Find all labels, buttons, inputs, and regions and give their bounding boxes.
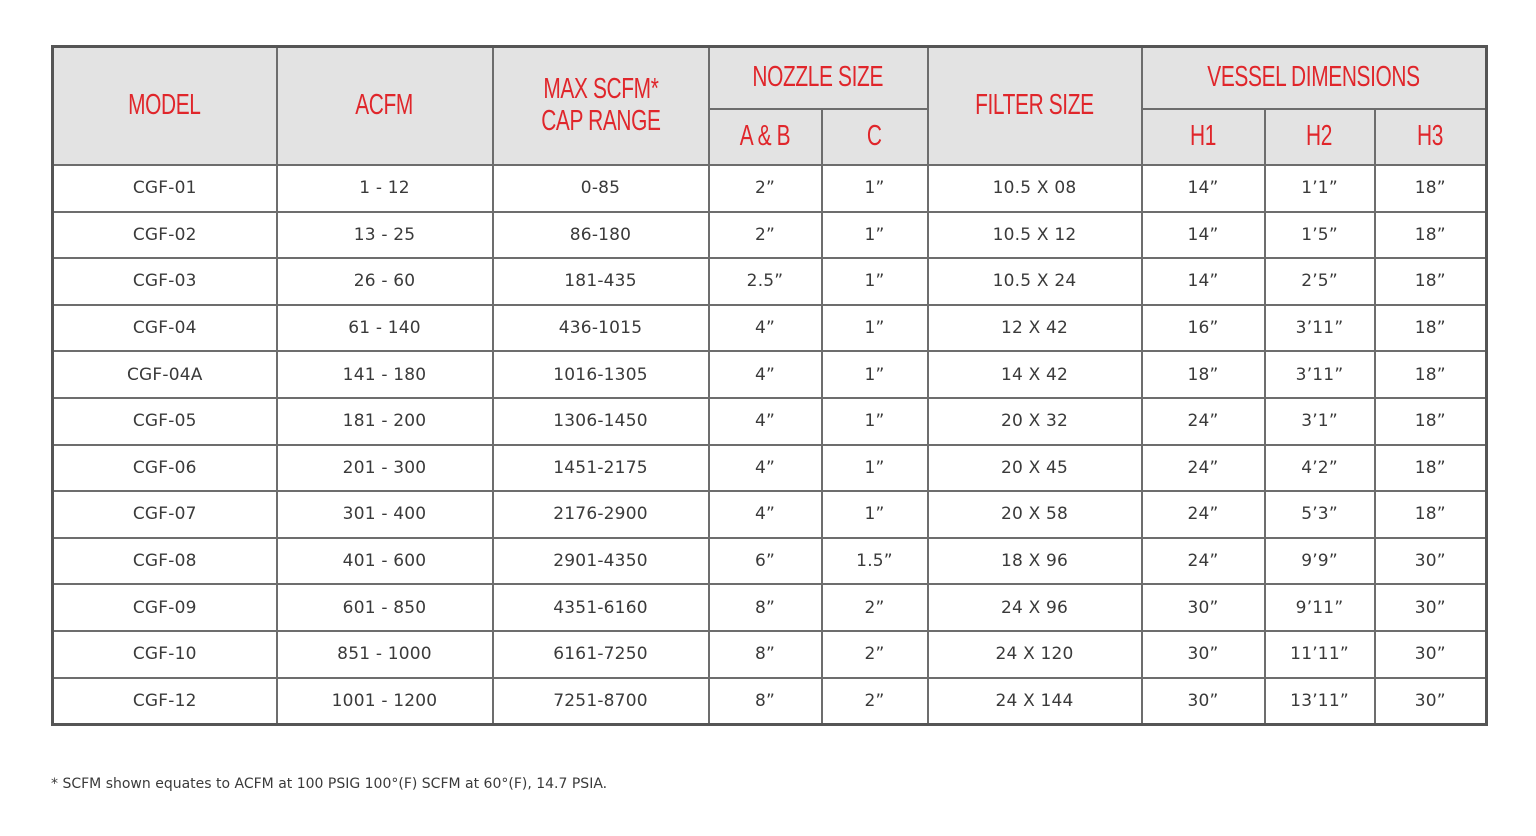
cell-nozzle-ab: 4” [709, 398, 822, 445]
cell-nozzle-c: 1” [822, 491, 928, 538]
header-filter-size: FILTER SIZE [928, 47, 1142, 166]
cell-max-scfm: 4351-6160 [493, 584, 709, 631]
cell-h2: 1’1” [1265, 165, 1375, 212]
specifications-table [51, 45, 1488, 726]
cell-acfm: 1 - 12 [277, 165, 493, 212]
cell-max-scfm: 86-180 [493, 212, 709, 259]
table-row [53, 258, 1487, 305]
cell-filter-size: 10.5 X 24 [928, 258, 1142, 305]
cell-acfm: 851 - 1000 [277, 631, 493, 678]
cell-filter-size: 20 X 45 [928, 445, 1142, 492]
cell-h1: 24” [1142, 445, 1265, 492]
cell-nozzle-ab: 2” [709, 165, 822, 212]
cell-filter-size: 10.5 X 12 [928, 212, 1142, 259]
cell-model: CGF-02 [53, 212, 277, 259]
header-nozzle-size: NOZZLE SIZE [709, 47, 928, 110]
cell-h2: 5’3” [1265, 491, 1375, 538]
cell-h1: 24” [1142, 538, 1265, 585]
cell-nozzle-c: 2” [822, 584, 928, 631]
table-header [53, 47, 1487, 166]
cell-h2: 9’9” [1265, 538, 1375, 585]
cell-filter-size: 20 X 32 [928, 398, 1142, 445]
cell-max-scfm: 2901-4350 [493, 538, 709, 585]
cell-h1: 14” [1142, 258, 1265, 305]
cell-max-scfm: 0-85 [493, 165, 709, 212]
cell-nozzle-ab: 8” [709, 678, 822, 725]
table-row [53, 351, 1487, 398]
cell-filter-size: 14 X 42 [928, 351, 1142, 398]
header-row-top [53, 47, 1487, 110]
cell-h3: 18” [1375, 212, 1487, 259]
table-row [53, 212, 1487, 259]
cell-model: CGF-10 [53, 631, 277, 678]
table-row [53, 584, 1487, 631]
cell-h2: 3’1” [1265, 398, 1375, 445]
cell-h1: 30” [1142, 584, 1265, 631]
cell-model: CGF-03 [53, 258, 277, 305]
cell-acfm: 61 - 140 [277, 305, 493, 352]
cell-h2: 11’11” [1265, 631, 1375, 678]
cell-nozzle-c: 2” [822, 678, 928, 725]
cell-h3: 18” [1375, 398, 1487, 445]
header-vessel-dimensions: VESSEL DIMENSIONS [1142, 47, 1487, 110]
header-model: MODEL [53, 47, 277, 166]
cell-max-scfm: 2176-2900 [493, 491, 709, 538]
table-row [53, 678, 1487, 725]
cell-filter-size: 24 X 96 [928, 584, 1142, 631]
cell-nozzle-ab: 4” [709, 491, 822, 538]
cell-h2: 13’11” [1265, 678, 1375, 725]
footnote: * SCFM shown equates to ACFM at 100 PSIG 100°(F) SCFM at 60°(F), 14.7 PSIA. [51, 776, 608, 792]
cell-h3: 30” [1375, 538, 1487, 585]
cell-nozzle-c: 1” [822, 351, 928, 398]
cell-max-scfm: 1306-1450 [493, 398, 709, 445]
cell-h3: 18” [1375, 351, 1487, 398]
cell-h3: 30” [1375, 584, 1487, 631]
cell-h3: 18” [1375, 165, 1487, 212]
cell-model: CGF-05 [53, 398, 277, 445]
cell-acfm: 301 - 400 [277, 491, 493, 538]
cell-nozzle-ab: 4” [709, 305, 822, 352]
cell-model: CGF-04A [53, 351, 277, 398]
header-max-scfm [493, 47, 709, 166]
cell-h2: 4’2” [1265, 445, 1375, 492]
cell-nozzle-c: 1” [822, 398, 928, 445]
cell-nozzle-ab: 6” [709, 538, 822, 585]
cell-filter-size: 24 X 144 [928, 678, 1142, 725]
cell-nozzle-ab: 8” [709, 584, 822, 631]
cell-acfm: 201 - 300 [277, 445, 493, 492]
cell-nozzle-c: 1” [822, 305, 928, 352]
cell-h2: 3’11” [1265, 305, 1375, 352]
cell-acfm: 141 - 180 [277, 351, 493, 398]
cell-filter-size: 12 X 42 [928, 305, 1142, 352]
cell-filter-size: 18 X 96 [928, 538, 1142, 585]
table-row [53, 445, 1487, 492]
header-max-scfm-line2: CAP RANGE [540, 105, 661, 137]
cell-filter-size: 24 X 120 [928, 631, 1142, 678]
header-nozzle-ab: A & B [709, 109, 822, 165]
cell-acfm: 601 - 850 [277, 584, 493, 631]
cell-model: CGF-09 [53, 584, 277, 631]
cell-nozzle-ab: 8” [709, 631, 822, 678]
cell-max-scfm: 6161-7250 [493, 631, 709, 678]
cell-nozzle-c: 2” [822, 631, 928, 678]
cell-h1: 24” [1142, 491, 1265, 538]
cell-model: CGF-12 [53, 678, 277, 725]
header-acfm: ACFM [277, 47, 493, 166]
cell-h3: 18” [1375, 491, 1487, 538]
cell-acfm: 13 - 25 [277, 212, 493, 259]
table-body [53, 165, 1487, 725]
table-row [53, 491, 1487, 538]
cell-max-scfm: 181-435 [493, 258, 709, 305]
cell-max-scfm: 436-1015 [493, 305, 709, 352]
cell-h3: 30” [1375, 631, 1487, 678]
cell-max-scfm: 1451-2175 [493, 445, 709, 492]
cell-h2: 3’11” [1265, 351, 1375, 398]
cell-filter-size: 10.5 X 08 [928, 165, 1142, 212]
cell-nozzle-c: 1” [822, 165, 928, 212]
cell-max-scfm: 1016-1305 [493, 351, 709, 398]
cell-model: CGF-01 [53, 165, 277, 212]
cell-nozzle-ab: 2” [709, 212, 822, 259]
cell-h3: 18” [1375, 445, 1487, 492]
cell-h1: 14” [1142, 165, 1265, 212]
cell-h1: 18” [1142, 351, 1265, 398]
table-row [53, 398, 1487, 445]
cell-model: CGF-08 [53, 538, 277, 585]
header-h2: H2 [1265, 109, 1375, 165]
cell-model: CGF-04 [53, 305, 277, 352]
cell-model: CGF-06 [53, 445, 277, 492]
cell-h1: 16” [1142, 305, 1265, 352]
header-max-scfm-line1: MAX SCFM* [542, 73, 659, 106]
table-row [53, 305, 1487, 352]
cell-nozzle-c: 1” [822, 445, 928, 492]
cell-h2: 1’5” [1265, 212, 1375, 259]
header-h3: H3 [1375, 109, 1487, 165]
table-row [53, 538, 1487, 585]
cell-nozzle-ab: 2.5” [709, 258, 822, 305]
cell-acfm: 181 - 200 [277, 398, 493, 445]
cell-nozzle-c: 1” [822, 212, 928, 259]
table-row [53, 631, 1487, 678]
cell-filter-size: 20 X 58 [928, 491, 1142, 538]
table-row [53, 165, 1487, 212]
cell-nozzle-c: 1.5” [822, 538, 928, 585]
cell-h1: 24” [1142, 398, 1265, 445]
cell-h1: 14” [1142, 212, 1265, 259]
cell-model: CGF-07 [53, 491, 277, 538]
cell-nozzle-ab: 4” [709, 445, 822, 492]
cell-h2: 2’5” [1265, 258, 1375, 305]
cell-nozzle-ab: 4” [709, 351, 822, 398]
header-h1: H1 [1142, 109, 1265, 165]
cell-h3: 30” [1375, 678, 1487, 725]
cell-h2: 9’11” [1265, 584, 1375, 631]
cell-acfm: 1001 - 1200 [277, 678, 493, 725]
cell-h3: 18” [1375, 258, 1487, 305]
cell-h3: 18” [1375, 305, 1487, 352]
cell-h1: 30” [1142, 678, 1265, 725]
cell-max-scfm: 7251-8700 [493, 678, 709, 725]
cell-acfm: 401 - 600 [277, 538, 493, 585]
cell-nozzle-c: 1” [822, 258, 928, 305]
cell-h1: 30” [1142, 631, 1265, 678]
header-nozzle-c: C [822, 109, 928, 165]
cell-acfm: 26 - 60 [277, 258, 493, 305]
